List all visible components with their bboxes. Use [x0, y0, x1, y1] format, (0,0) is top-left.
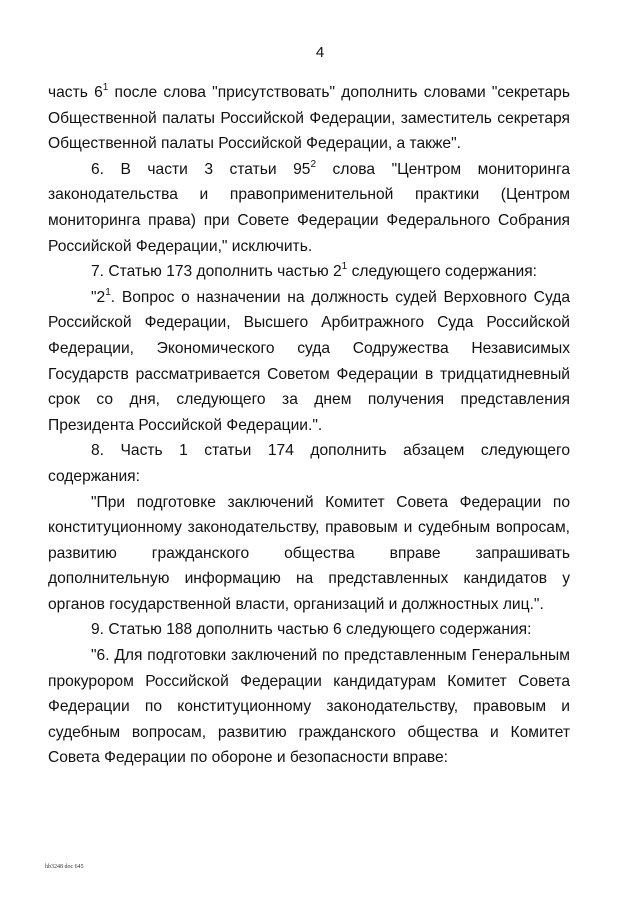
document-body [48, 80, 570, 771]
paragraph-quote-2-1: "$2^1$. Вопрос о назначении на должность судей Верховного Суда Российской Федерации, Высшего Арбитражного Суда Российской Федерации, Экономического суда Содружества Независимых Государств рассматривается Советом Федерации в тридцатидневный срок со дня, следующего за днем получения представления Президента Российской Федерации.". [48, 286, 570, 434]
paragraph-item-6: 6. В части 3 статьи $95^2$ слова "Центром мониторинга законодательства и правоприменительной практики (Центром мониторинга права) при Совете Федерации Федерального Собрания Российской Федерации," исключить. [48, 158, 570, 255]
paragraph-quote-item-9: "6. Для подготовки заключений по представленным Генеральным прокурором Российской Федерации кандидатурам Комитет Совета Федерации по конституционному законодательству, правовым и судебным вопросам, развитию гражданского общества и Комитет Совета Федерации по обороне и безопасности вправе: [48, 647, 570, 767]
paragraph-item-8: 8. Часть 1 статьи 174 дополнить абзацем следующего содержания: [48, 442, 570, 485]
paragraph-quote-item-8: "При подготовке заключений Комитет Совета Федерации по конституционному законодательству, правовым и судебным вопросам, развитию гражданского общества вправе запрашивать дополнительную информацию на представленных кандидатов у органов государственной власти, организаций и должностных лиц.". [48, 493, 570, 613]
paragraph-part-6-1: часть $6^1$ после слова "присутствовать" дополнить словами "секретарь Общественной палаты Российской Федерации, заместитель секретаря Общественной палаты Российской Федерации, а также". [48, 81, 570, 153]
paragraph-item-9: 9. Статью 188 дополнить частью 6 следующего содержания: [91, 621, 532, 639]
paragraph-item-7: 7. Статью 173 дополнить частью $2^1$ следующего содержания: [91, 260, 538, 281]
footer-file-reference: hb3248 doc 645 [45, 864, 84, 870]
page-number: 4 [315, 44, 325, 61]
